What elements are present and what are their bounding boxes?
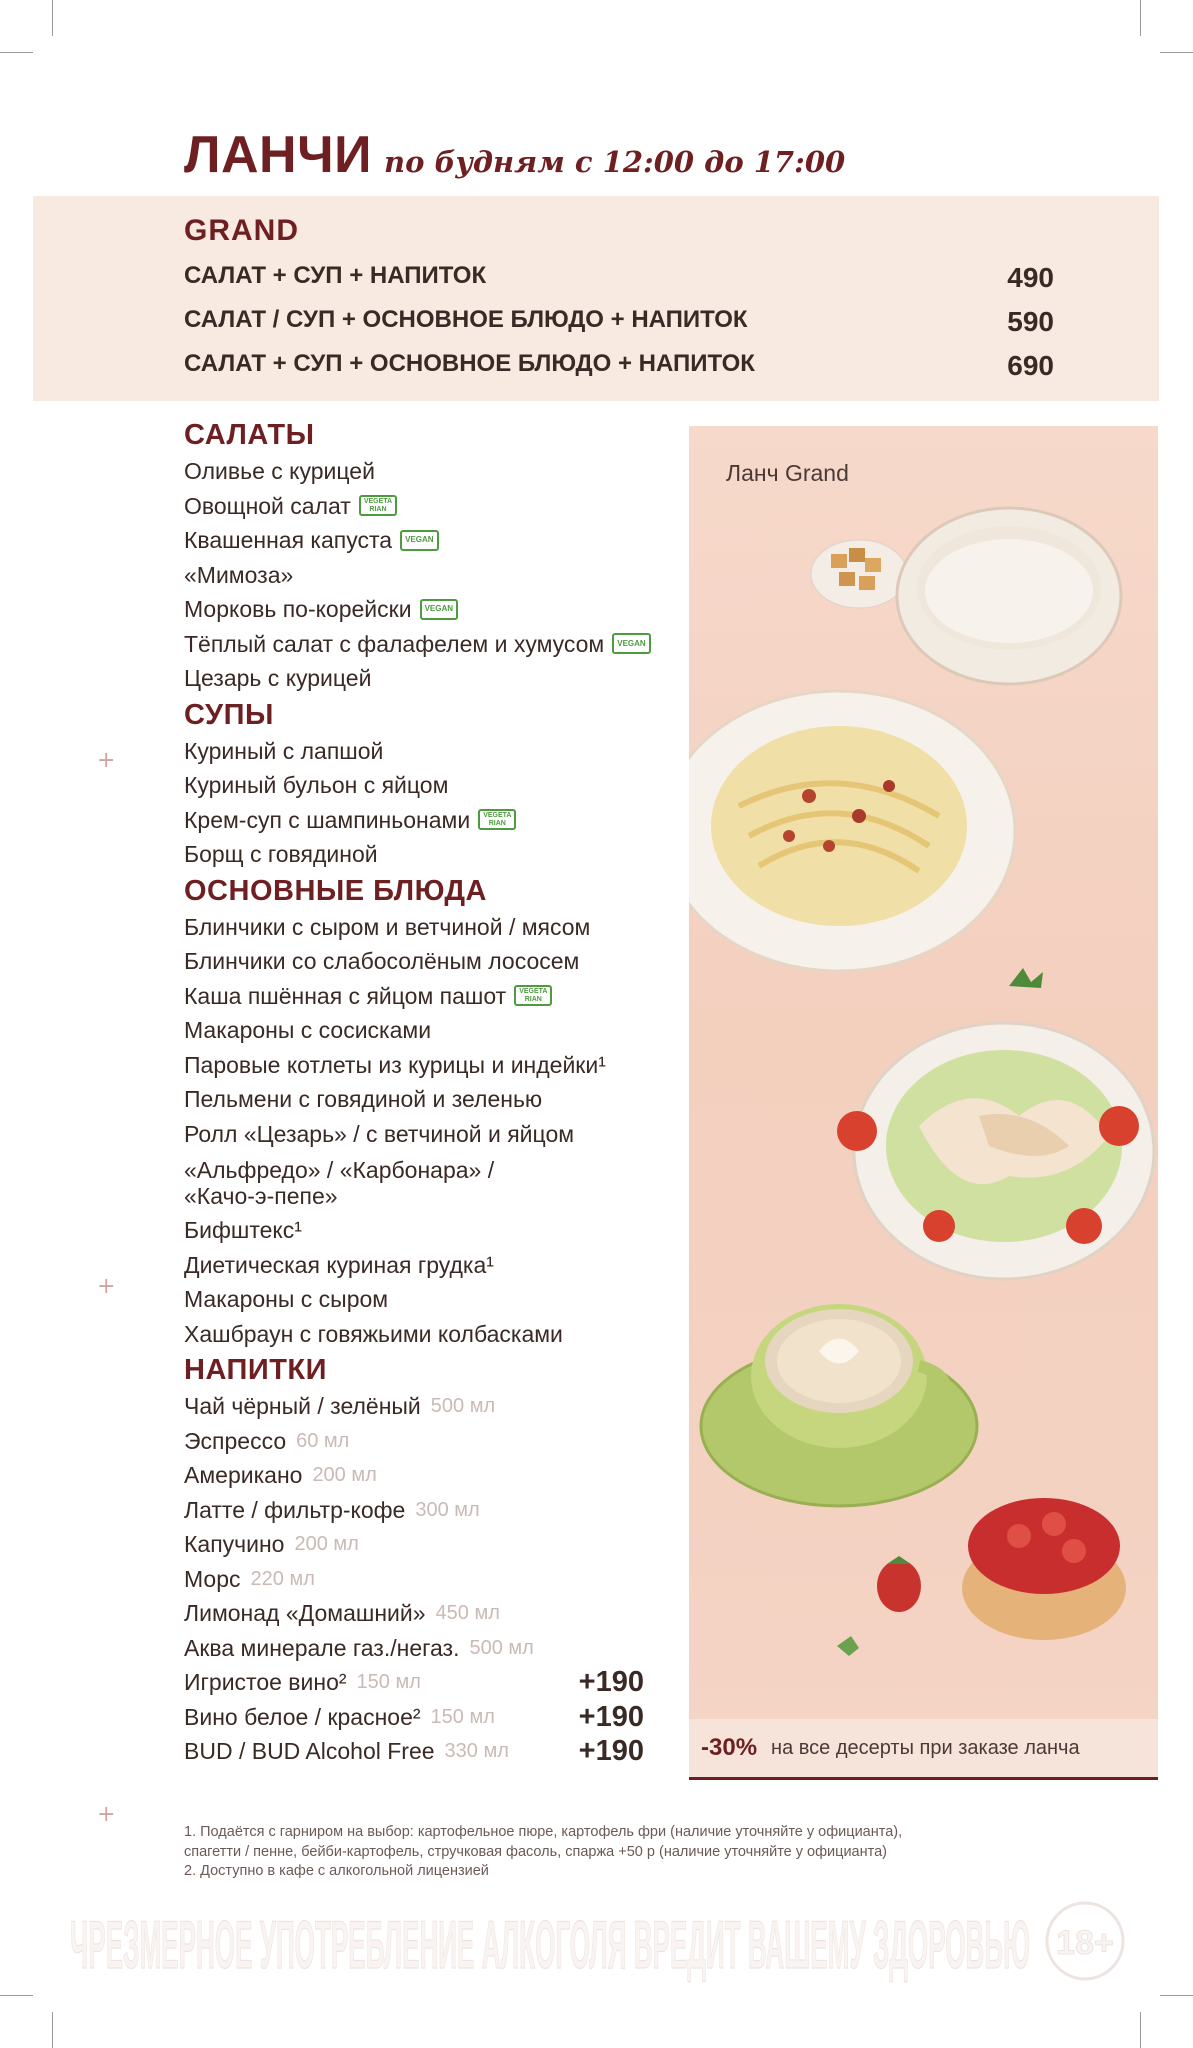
alcohol-warning [70, 1886, 1130, 1996]
grand-title: GRAND [184, 214, 299, 247]
drink-item: BUD / BUD Alcohol Free 330 мл +190 [184, 1735, 644, 1767]
crop-mark [1140, 0, 1141, 36]
lunch-schedule: по будням с 12:00 до 17:00 [384, 145, 846, 179]
photo-caption: Ланч Grand [726, 460, 849, 486]
food-photo-panel [689, 426, 1158, 1780]
menu-column [184, 416, 694, 1769]
drink-volume: 200 мл [294, 1533, 359, 1555]
surcharge: +190 [578, 1735, 644, 1767]
footnote-line: 2. Доступно в кафе с алкогольной лицензией [184, 1863, 489, 1879]
vegetarian-badge: VEGETA RIAN [478, 809, 516, 830]
registration-mark: + [97, 1802, 116, 1827]
crop-mark [52, 0, 53, 36]
menu-item: Куриный с лапшой [184, 737, 384, 764]
menu-item: Оливье с курицей [184, 458, 375, 484]
drink-volume: 150 мл [430, 1705, 495, 1728]
vegan-badge: VEGAN [612, 633, 650, 654]
menu-item: Крем-суп с шампиньонами VEGETA RIAN [184, 803, 694, 838]
menu-item: Диетическая куриная грудка¹ [184, 1251, 494, 1278]
vegetarian-badge: VEGETA RIAN [514, 985, 552, 1006]
surcharge: +190 [578, 1700, 644, 1733]
combo-row [184, 262, 1054, 294]
crop-mark [1160, 1995, 1193, 1996]
dessert-promo [689, 1719, 1158, 1780]
drink-item: Латте / фильтр-кофе 300 мл [184, 1493, 694, 1528]
drink-item: Капучино 200 мл [184, 1527, 694, 1562]
vegan-badge: VEGAN [420, 599, 458, 620]
promo-percent: -30% [701, 1734, 758, 1761]
menu-item: Блинчики с сыром и ветчиной / мясом [184, 913, 591, 940]
strawberry [877, 1556, 921, 1612]
menu-item: Хашбраун с говяжьими колбасками [184, 1320, 563, 1347]
menu-item: Цезарь с курицей [184, 665, 372, 691]
menu-item: Овощной салат VEGETA RIAN [184, 489, 694, 524]
crop-mark [52, 2012, 53, 2048]
drink-volume: 300 мл [415, 1498, 480, 1521]
menu-item: Блинчики со слабосолёным лососем [184, 948, 580, 974]
grand-combo-panel [33, 196, 1159, 401]
drink-volume: 200 мл [312, 1464, 377, 1486]
vegan-badge: VEGAN [400, 530, 438, 551]
surcharge: +190 [578, 1666, 644, 1698]
menu-item: Паровые котлеты из курицы и индейки¹ [184, 1051, 606, 1078]
croutons-bowl [811, 540, 907, 608]
registration-mark: + [97, 748, 116, 773]
drink-volume: 220 мл [250, 1567, 315, 1590]
menu-item: Тёплый салат с фалафелем и хумусом VEGAN [184, 627, 694, 662]
menu-item: Морковь по-корейски VEGAN [184, 592, 694, 627]
strawberry-tart [962, 1498, 1126, 1640]
section-title-soups: СУПЫ [184, 698, 274, 731]
combo-row [184, 306, 1054, 338]
page-title [184, 125, 845, 185]
menu-item: Борщ с говядиной [184, 841, 378, 867]
age-limit: 18+ [1056, 1924, 1114, 1962]
food-illustration [689, 426, 1158, 1716]
menu-item: Макароны с сосисками [184, 1017, 432, 1043]
drink-item: Аква минерале газ./негаз. 500 мл [184, 1631, 694, 1666]
footnote-line: 1. Подаётся с гарниром на выбор: картофельное пюре, картофель фри (наличие уточняйте у официанта), [184, 1824, 903, 1840]
vegetarian-badge: VEGETA RIAN [359, 495, 397, 516]
menu-item: Макароны с сыром [184, 1286, 389, 1312]
menu-item: Квашенная капуста VEGAN [184, 523, 694, 558]
menu-item: Ролл «Цезарь» / с ветчиной и яйцом [184, 1120, 575, 1147]
combo-price: 490 [1007, 262, 1054, 293]
section-title-drinks: НАПИТКИ [184, 1354, 327, 1386]
menu-item: Куриный бульон с яйцом [184, 772, 449, 798]
lunch-title: ЛАНЧИ [184, 126, 373, 184]
menu-item: Бифштекс¹ [184, 1217, 302, 1243]
coffee-cup [701, 1304, 977, 1506]
registration-mark: + [97, 1274, 116, 1299]
drink-item: Лимонад «Домашний» 450 мл [184, 1596, 694, 1631]
crop-mark [0, 1995, 33, 1996]
menu-item: Каша пшённая с яйцом пашот VEGETA RIAN [184, 979, 694, 1014]
menu-item: «Альфредо» / «Карбонара» / «Качо-э-пепе» [184, 1157, 495, 1209]
drink-volume: 450 мл [435, 1602, 500, 1624]
combo-price: 590 [1007, 306, 1054, 337]
drink-volume: 330 мл [444, 1740, 509, 1762]
crop-mark [0, 52, 33, 53]
herb-leaf [1009, 968, 1043, 988]
drink-volume: 500 мл [430, 1395, 496, 1417]
combo-label: САЛАТ / СУП + ОСНОВНОЕ БЛЮДО + НАПИТОК [184, 306, 748, 333]
combo-row [184, 350, 1054, 382]
mint-leaf [837, 1636, 859, 1656]
combo-label: САЛАТ + СУП + НАПИТОК [184, 262, 487, 289]
drink-volume: 60 мл [296, 1429, 350, 1452]
promo-text: на все десерты при заказе ланча [771, 1736, 1080, 1759]
carbonara-plate [689, 691, 1015, 971]
caesar-salad-plate [837, 1023, 1154, 1279]
drink-item: Чай чёрный / зелёный 500 мл [184, 1389, 694, 1424]
footnotes [184, 1823, 1024, 1882]
crop-mark [1140, 2012, 1141, 2048]
crop-mark [1160, 52, 1193, 53]
menu-item: Пельмени с говядиной и зеленью [184, 1086, 543, 1112]
drink-item: Морс 220 мл [184, 1562, 694, 1597]
combo-price: 690 [1007, 350, 1054, 381]
combo-label: САЛАТ + СУП + ОСНОВНОЕ БЛЮДО + НАПИТОК [184, 350, 755, 377]
cream-soup-bowl [897, 508, 1121, 684]
drink-item: Американо 200 мл [184, 1458, 694, 1493]
drink-item: Эспрессо 60 мл [184, 1424, 694, 1459]
drink-volume: 150 мл [356, 1671, 421, 1693]
drink-item: Вино белое / красное² 150 мл +190 [184, 1700, 644, 1733]
menu-item: «Мимоза» [184, 561, 294, 588]
drink-volume: 500 мл [469, 1636, 534, 1659]
drink-item: Игристое вино² 150 мл +190 [184, 1666, 644, 1698]
footnote-line: спагетти / пенне, бейби-картофель, стручковая фасоль, спаржа +50 р (наличие уточняйте у официанта) [184, 1843, 887, 1860]
warning-text: ЧРЕЗМЕРНОЕ УПОТРЕБЛЕНИЕ АЛКОГОЛЯ ВРЕДИТ ВАШЕМУ ЗДОРОВЬЮ [70, 1907, 1030, 1983]
section-title-mains: ОСНОВНЫЕ БЛЮДА [184, 874, 487, 907]
section-title-salads: САЛАТЫ [184, 419, 315, 451]
